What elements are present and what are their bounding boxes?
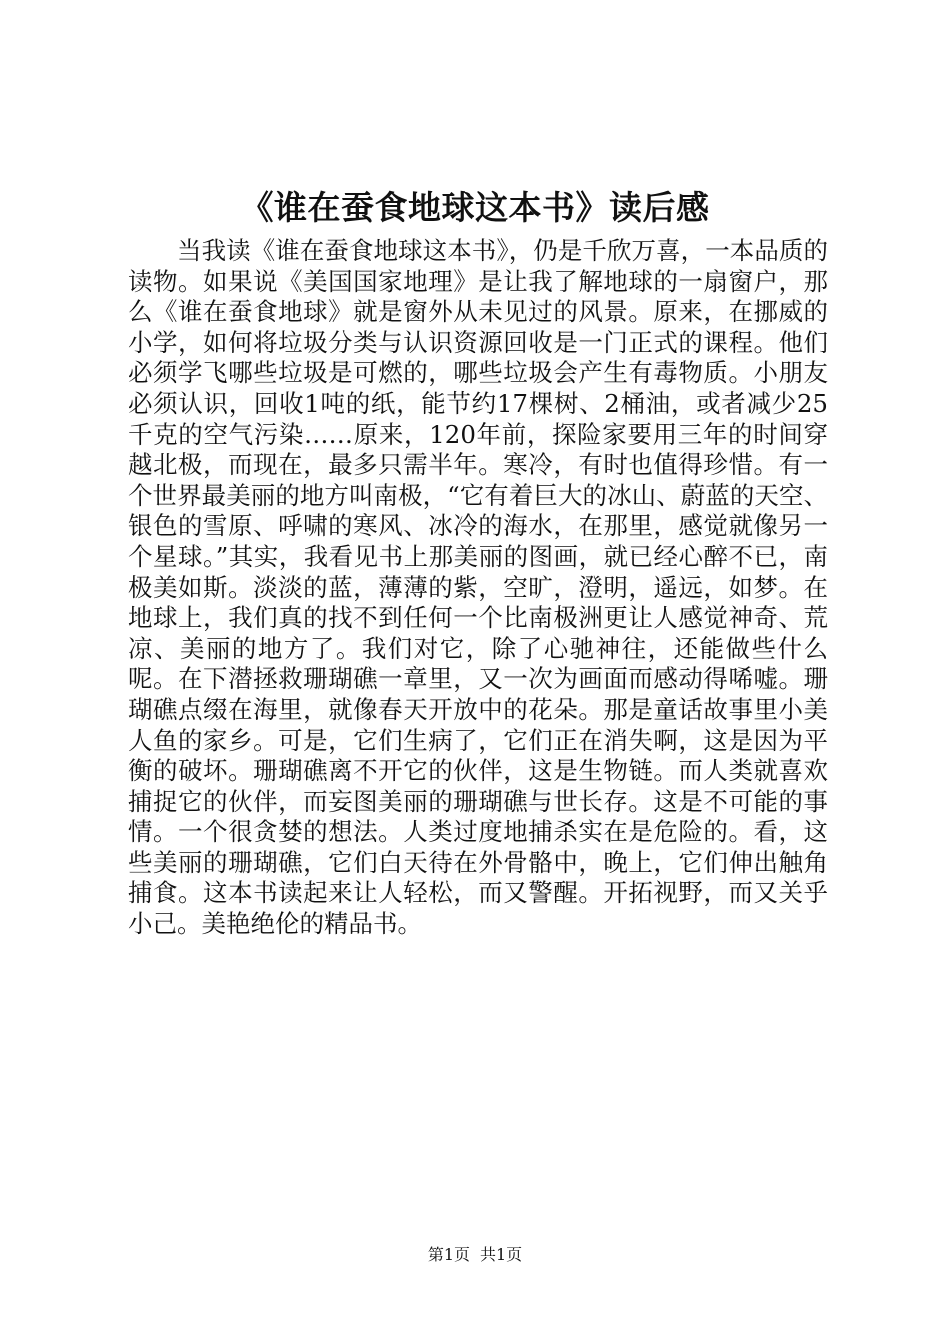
document-body-paragraph: 当我读《谁在蚕食地球这本书》，仍是千欣万喜，一本品质的读物。如果说《美国国家地理》是让我了解地球的一扇窗户，那么《谁在蚕食地球》就是窗外从未见过的风景。原来，在挪威的小学，如何将垃圾分类与认识资源回收是一门正式的课程。他们必须学飞哪些垃圾是可燃的，哪些垃圾会产生有毒物质。小朋友必须认识，回收1吨的纸，能节约17棵树、2桶油，或者减少25千克的空气污染……原来，120年前，探险家要用三年的时间穿越北极，而现在，最多只需半年。寒冷，有时也值得珍惜。有一个世界最美丽的地方叫南极，“它有着巨大的冰山、蔚蓝的天空、银色的雪原、呼啸的寒风、冰冷的海水，在那里，感觉就像另一个星球。”其实，我看见书上那美丽的图画，就已经心醉不已，南极美如斯。淡淡的蓝，薄薄的紫，空旷，澄明，遥远，如梦。在地球上，我们真的找不到任何一个比南极洲更让人感觉神奇、荒凉、美丽的地方了。我们对它，除了心驰神往，还能做些什么呢。在下潜拯救珊瑚礁一章里，又一次为画面而感动得唏嘘。珊瑚礁点缀在海里，就像春天开放中的花朵。那是童话故事里小美人鱼的家乡。可是，它们生病了，它们正在消失啊，这是因为平衡的破坏。珊瑚礁离不开它的伙伴，这是生物链。而人类就喜欢捕捉它的伙伴，而妄图美丽的珊瑚礁与世长存。这是不可能的事情。一个很贪婪的想法。人类过度地捕杀实在是危险的。看，这些美丽的珊瑚礁，它们白天待在外骨骼中，晚上，它们伸出触角捕食。这本书读起来让人轻松，而又警醒。开拓视野，而又关乎小己。美艳绝伦的精品书。	[128, 236, 828, 939]
document-title: 《谁在蚕食地球这本书》读后感	[240, 188, 710, 227]
page-total: 共1页	[480, 1245, 523, 1264]
page-number: 第1页	[427, 1245, 470, 1264]
page-footer	[0, 1245, 950, 1265]
